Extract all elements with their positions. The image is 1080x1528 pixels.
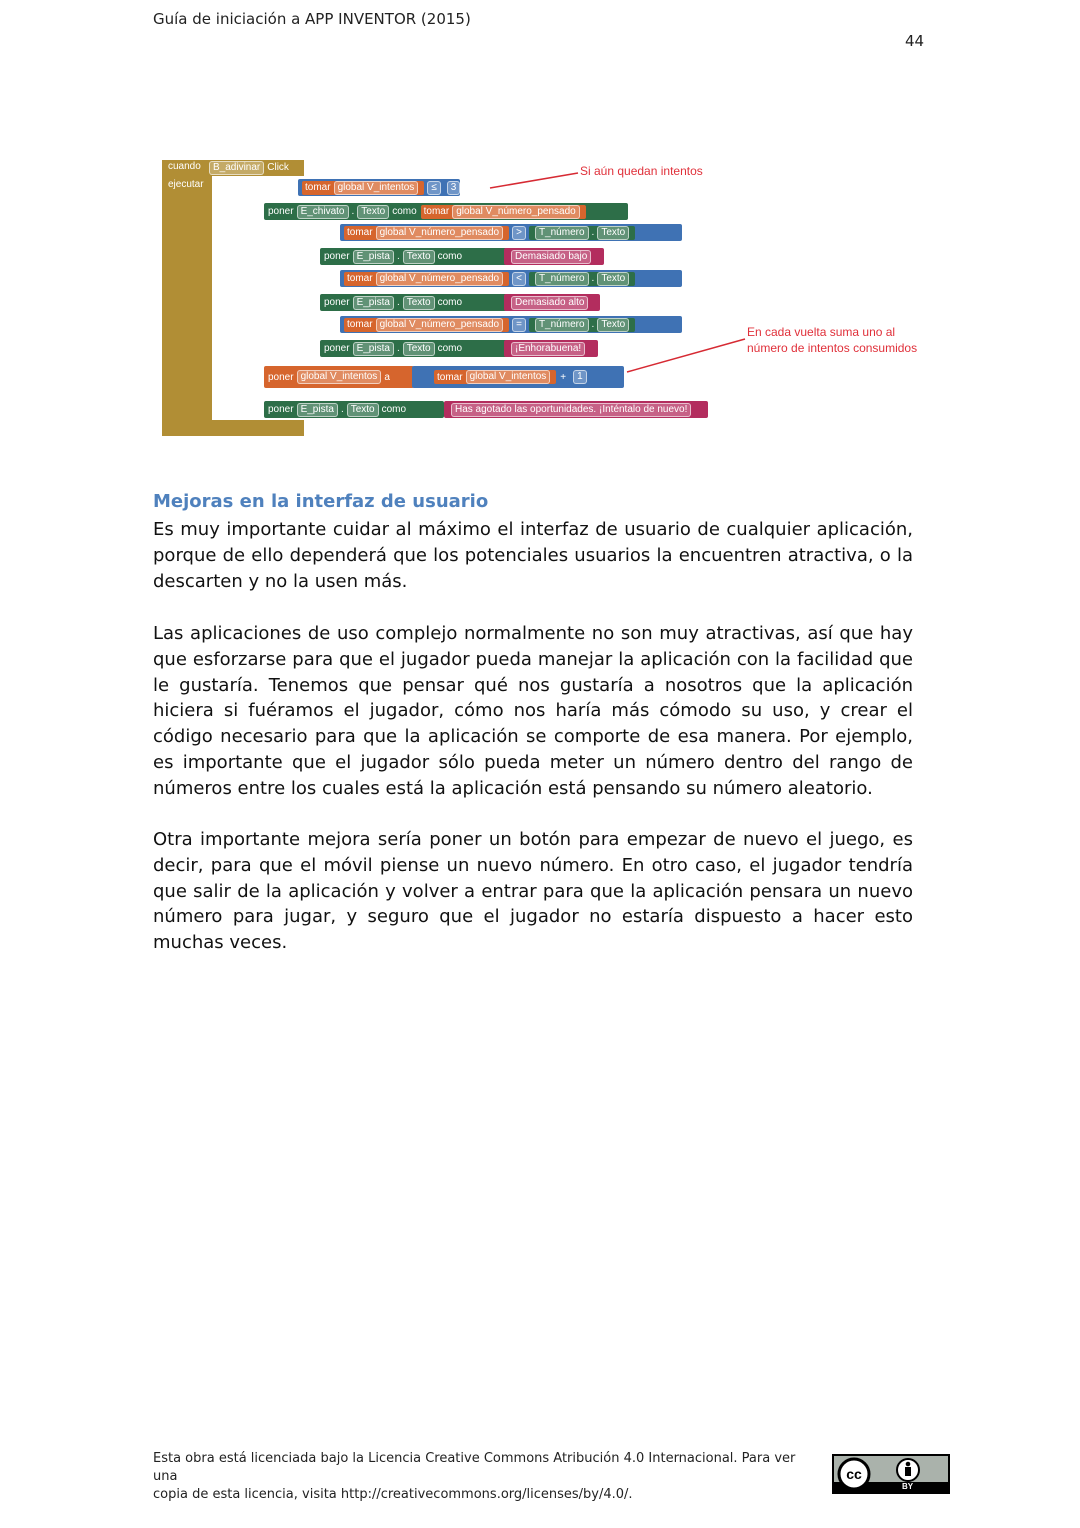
- cuando-label: cuando: [168, 161, 201, 172]
- si-label: si: [234, 180, 242, 191]
- page-number: 44: [905, 32, 925, 50]
- get-intentos: tomar global V_intentos: [302, 181, 424, 195]
- annotation-arrow-1: [490, 173, 578, 188]
- license-line-1: Esta obra está licenciada bajo la Licencia Creative Commons Atribución 4.0 Internacional. Para ver una: [153, 1451, 796, 1484]
- string-enhorabuena: ¡Enhorabuena!: [504, 340, 598, 357]
- paragraph-3: Otra importante mejora sería poner un botón para empezar de nuevo el juego, es decir, para que el móvil piense un nuevo número. En otro caso, el jugador tendría que salir de la aplicación y volver a entrar para que la aplicación pensara un nuevo número para jugar, y seguro que el jugador no estaría dispuesto a hacer esto muchas veces.: [153, 829, 913, 954]
- string-bajo: Demasiado bajo: [504, 248, 604, 265]
- set-pista-alto: poner E_pista . Texto como: [320, 294, 510, 311]
- cc-by-badge[interactable]: [832, 1454, 950, 1494]
- set-pista-bajo: poner E_pista . Texto como: [320, 248, 510, 265]
- set-chivato-block: poner E_chivato . Texto como tomar global V_número_pensado: [264, 203, 628, 220]
- svg-text:cc: cc: [846, 1466, 862, 1482]
- si-no-si-label-1: si no, si: [270, 270, 304, 281]
- section-heading: Mejoras en la interfaz de usuario: [153, 491, 489, 512]
- entonces-label-4: entonces: [270, 342, 311, 353]
- si-no-si-label-2: si no, si: [270, 316, 304, 327]
- paragraph-1: Es muy importante cuidar al máximo el interfaz de usuario de cualquier aplicación, porque de ello dependerá que los potenciales usuarios la encuentren atractiva, o la descarten y no la usen más.: [153, 519, 913, 592]
- paragraph-2: Las aplicaciones de uso complejo normalmente no son muy atractivas, así que hay que esforzarse para que el jugador pueda manejar la aplicación con la facilidad que le gustaría. Tenemos que pensar qué nos gustaría a nosotros que la aplicación hiciera si fuéramos el jugador, cómo nos haría más cómodo su uso, y crear el código necesario para que la aplicación se comporte de esa manera. Por ejemplo, es importante que el jugador sólo pueda meter un número dentro del rango de números entre los cuales está la aplicación está pensando su número aleatorio.: [153, 623, 913, 799]
- compare-gt-block: tomar global V_número_pensado > T_número . Texto: [340, 224, 682, 241]
- get-numero: tomar global V_número_pensado: [421, 205, 586, 219]
- badge-by-label: BY: [902, 1482, 914, 1491]
- si-no-label: si no: [216, 404, 238, 415]
- annotation-suma-line2: número de intentos consumidos: [747, 341, 918, 355]
- compare-block-intentos: tomar global V_intentos ≤ 3: [298, 179, 460, 196]
- add-block: tomar global V_intentos + 1: [412, 366, 624, 388]
- set-intentos-block: poner global V_intentos a: [264, 366, 414, 388]
- set-pista-enhora: poner E_pista . Texto como: [320, 340, 510, 357]
- string-agotado: Has agotado las oportunidades. ¡Inténtalo de nuevo!: [444, 401, 708, 418]
- string-alto: Demasiado alto: [504, 294, 600, 311]
- annotation-intentos: Si aún quedan intentos: [580, 164, 703, 178]
- inner-si-label: si: [272, 224, 280, 235]
- entonces-label-3: entonces: [270, 296, 311, 307]
- compare-eq-block: tomar global V_número_pensado = T_número . Texto: [340, 316, 682, 333]
- app-inventor-blocks-figure: [160, 158, 930, 443]
- event-name: Click: [267, 162, 289, 173]
- entonces-label-2: entonces: [270, 250, 311, 261]
- cc-icon: [834, 1456, 948, 1492]
- entonces-label: entonces: [216, 206, 257, 217]
- ejecutar-label: ejecutar: [168, 179, 204, 190]
- compare-lt-block: tomar global V_número_pensado < T_número . Texto: [340, 270, 682, 287]
- annotation-suma-line1: En cada vuelta suma uno al: [747, 325, 896, 339]
- annotation-arrow-2: [627, 339, 745, 372]
- license-line-2: copia de esta licencia, visita http://creativecommons.org/licenses/by/4.0/.: [153, 1487, 633, 1502]
- event-header: [206, 160, 289, 175]
- license-footer: [153, 1450, 813, 1504]
- set-pista-agotado: poner E_pista . Texto como: [264, 401, 444, 418]
- running-header: Guía de iniciación a APP INVENTOR (2015): [153, 10, 471, 28]
- event-component-field: B_adivinar: [209, 161, 264, 175]
